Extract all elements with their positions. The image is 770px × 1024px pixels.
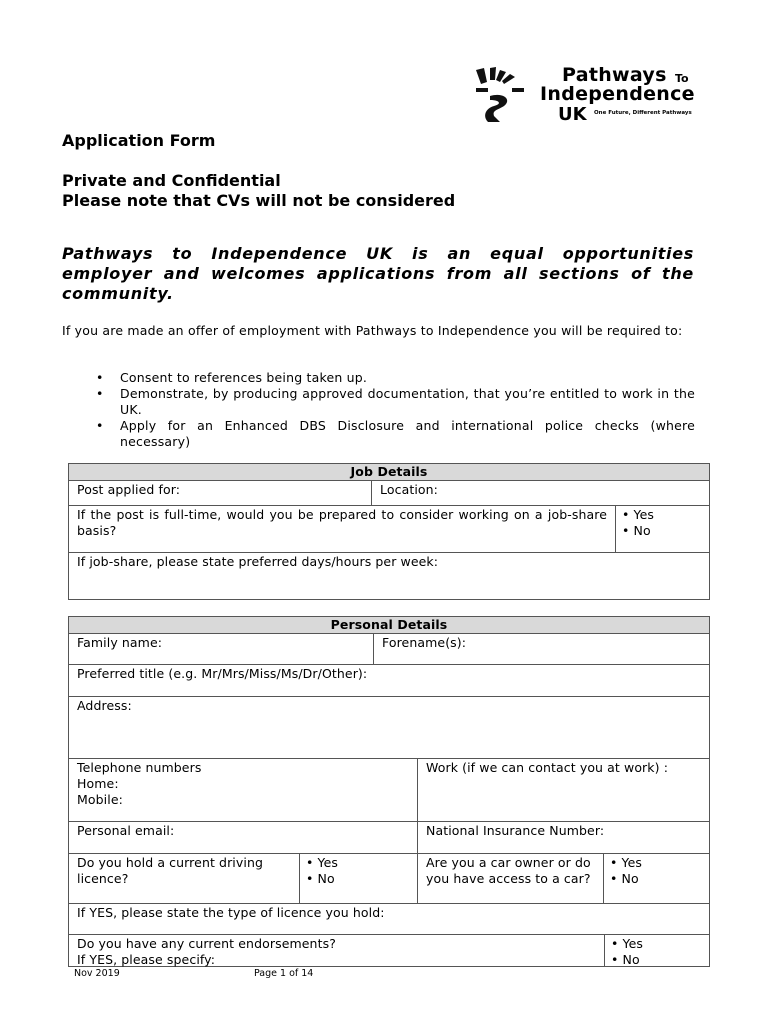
jobshare-question: If the post is full-time, would you be prepared to consider working on a job-share basis? [68,505,616,553]
licence-yes-option[interactable]: • Yes [306,855,339,870]
driving-licence-options [299,853,418,904]
logo-tagline: One Future, Different Pathways [594,110,692,116]
car-no-option[interactable]: • No [610,871,639,886]
equal-opportunities-statement: Pathways to Independence UK is an equal opportunities employer and welcomes applications from all sections of the community. [62,244,694,303]
endorsements-question [68,934,605,967]
logo-text-uk: UK [558,104,587,125]
national-insurance-field[interactable]: National Insurance Number: [417,821,710,854]
footer-date: Nov 2019 [74,968,120,979]
endorse-no-option[interactable]: • No [611,952,640,967]
bullet-dot: • [96,418,104,433]
preferred-title-field[interactable]: Preferred title (e.g. Mr/Mrs/Miss/Ms/Dr/Other): [68,664,710,697]
requirement-bullet [96,386,695,418]
logo-text-to: To [675,72,689,85]
bullet-dot: • [96,370,104,385]
address-field[interactable]: Address: [68,696,710,759]
footer-page-number: Page 1 of 14 [254,968,314,979]
driving-licence-question: Do you hold a current driving licence? [68,853,300,904]
forename-field[interactable]: Forename(s): [373,633,710,665]
work-phone-field[interactable]: Work (if we can contact you at work) : [417,758,710,822]
logo-text-independence: Independence [540,83,695,105]
bullet-text: Apply for an Enhanced DBS Disclosure and international police checks (where necessary) [120,418,695,449]
personal-details-header: Personal Details [68,616,710,634]
endorse-yes-option[interactable]: • Yes [611,936,644,951]
bullet-text: Demonstrate, by producing approved documentation, that you’re entitled to work in the UK. [120,386,695,417]
jobshare-no-option[interactable]: • No [622,523,651,538]
personal-email-field[interactable]: Personal email: [68,821,418,854]
logo-text-pathways: Pathways [562,64,667,86]
requirement-bullet [96,370,695,386]
car-owner-question: Are you a car owner or do you have access to a car? [417,853,604,904]
mobile-phone-label: Mobile: [77,792,123,807]
car-yes-option[interactable]: • Yes [610,855,643,870]
endorsements-options [604,934,710,967]
cv-note-heading: Please note that CVs will not be considered [62,191,456,210]
bullet-text: Consent to references being taken up. [120,370,368,385]
offer-requirements-text: If you are made an offer of employment with Pathways to Independence you will be required to: [62,323,683,338]
endorsements-specify-label: If YES, please specify: [77,952,216,967]
job-details-header: Job Details [68,463,710,481]
bullet-dot: • [96,386,104,401]
requirement-bullet [96,418,695,450]
telephone-label: Telephone numbers [77,760,202,775]
licence-type-field[interactable]: If YES, please state the type of licence you hold: [68,903,710,935]
jobshare-yes-option[interactable]: • Yes [622,507,655,522]
car-owner-options [603,853,710,904]
post-applied-field[interactable]: Post applied for: [68,480,372,506]
licence-no-option[interactable]: • No [306,871,335,886]
jobshare-days-field[interactable]: If job-share, please state preferred days/hours per week: [68,552,710,600]
form-title: Application Form [62,131,216,150]
location-field[interactable]: Location: [371,480,710,506]
endorsements-label: Do you have any current endorsements? [77,936,336,951]
family-name-field[interactable]: Family name: [68,633,374,665]
jobshare-options [615,505,710,553]
telephone-field[interactable] [68,758,418,822]
home-phone-label: Home: [77,776,119,791]
confidential-heading: Private and Confidential [62,171,281,190]
